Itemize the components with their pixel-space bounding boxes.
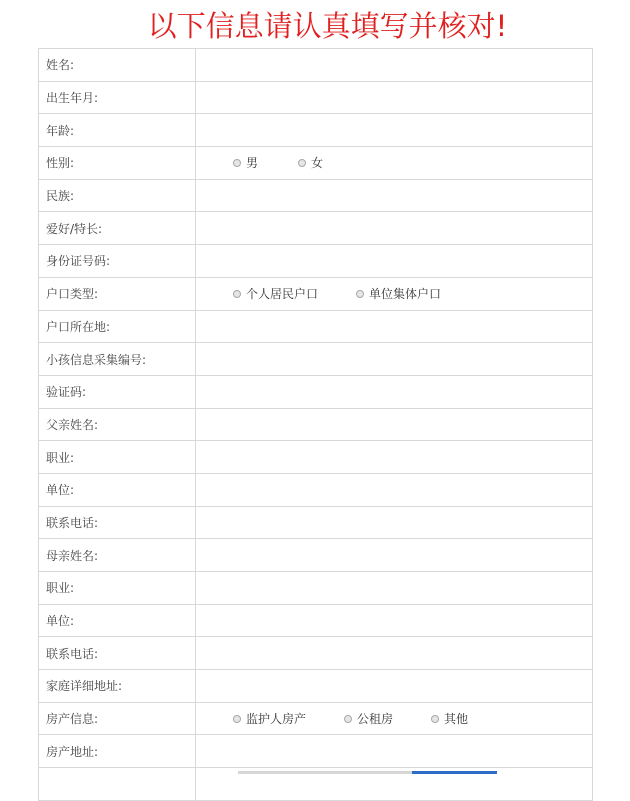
hukou-personal-label: 个人居民户口 bbox=[246, 287, 319, 302]
property-other-label: 其他 bbox=[444, 712, 469, 727]
label-age: 年龄: bbox=[39, 114, 196, 147]
mother-name-input[interactable] bbox=[196, 539, 592, 571]
page-title: 以下信息请认真填写并核对! bbox=[147, 9, 508, 43]
birth-date-input[interactable] bbox=[196, 82, 592, 114]
father-job-input[interactable] bbox=[196, 441, 592, 473]
row-mother-employer bbox=[39, 604, 593, 637]
property-radio-group bbox=[196, 710, 592, 727]
label-ethnicity: 民族: bbox=[39, 179, 196, 212]
father-phone-input[interactable] bbox=[196, 507, 592, 539]
gender-female-label: 女 bbox=[311, 156, 324, 171]
row-father-name bbox=[39, 408, 593, 441]
label-hukou-location: 户口所在地: bbox=[39, 310, 196, 343]
row-father-phone bbox=[39, 506, 593, 539]
radio-circle-icon[interactable] bbox=[298, 159, 306, 167]
label-hukou-type: 户口类型: bbox=[39, 277, 196, 310]
mother-job-input[interactable] bbox=[196, 572, 592, 604]
captcha-input[interactable] bbox=[196, 376, 592, 408]
row-ethnicity bbox=[39, 179, 593, 212]
radio-circle-icon[interactable] bbox=[233, 715, 241, 723]
label-father-employer: 单位: bbox=[39, 473, 196, 506]
hukou-collective-label: 单位集体户口 bbox=[369, 287, 442, 302]
label-captcha: 验证码: bbox=[39, 375, 196, 408]
label-father-phone: 联系电话: bbox=[39, 506, 196, 539]
name-input[interactable] bbox=[196, 49, 592, 81]
row-birth bbox=[39, 81, 593, 114]
row-home-address bbox=[39, 670, 593, 703]
label-mother-employer: 单位: bbox=[39, 604, 196, 637]
radio-circle-icon[interactable] bbox=[233, 290, 241, 298]
label-child-id: 小孩信息采集编号: bbox=[39, 343, 196, 376]
gender-female-radio[interactable] bbox=[298, 154, 323, 171]
child-id-input[interactable] bbox=[196, 343, 592, 375]
row-mother-name bbox=[39, 539, 593, 572]
bottom-button-partial[interactable] bbox=[238, 771, 412, 774]
father-name-input[interactable] bbox=[196, 409, 592, 441]
property-guardian-radio[interactable] bbox=[233, 710, 306, 727]
property-public-rental-label: 公租房 bbox=[357, 712, 394, 727]
label-mother-name: 母亲姓名: bbox=[39, 539, 196, 572]
property-address-input[interactable] bbox=[196, 735, 592, 767]
radio-circle-icon[interactable] bbox=[431, 715, 439, 723]
row-age bbox=[39, 114, 593, 147]
row-name bbox=[39, 49, 593, 82]
property-public-rental-radio[interactable] bbox=[344, 710, 393, 727]
row-hukou-location bbox=[39, 310, 593, 343]
label-home-address: 家庭详细地址: bbox=[39, 670, 196, 703]
radio-circle-icon[interactable] bbox=[356, 290, 364, 298]
age-input[interactable] bbox=[196, 114, 592, 146]
hukou-personal-radio[interactable] bbox=[233, 285, 318, 302]
label-hobby: 爱好/特长: bbox=[39, 212, 196, 245]
row-property-address bbox=[39, 735, 593, 768]
row-id-number bbox=[39, 245, 593, 278]
row-hobby bbox=[39, 212, 593, 245]
ethnicity-input[interactable] bbox=[196, 180, 592, 212]
row-gender bbox=[39, 147, 593, 180]
hukou-type-radio-group bbox=[196, 285, 592, 302]
mother-phone-input[interactable] bbox=[196, 637, 592, 669]
label-name: 姓名: bbox=[39, 49, 196, 82]
label-father-job: 职业: bbox=[39, 441, 196, 474]
home-address-input[interactable] bbox=[196, 670, 592, 702]
label-father-name: 父亲姓名: bbox=[39, 408, 196, 441]
hukou-collective-radio[interactable] bbox=[356, 285, 441, 302]
label-gender: 性别: bbox=[39, 147, 196, 180]
label-property-address: 房产地址: bbox=[39, 735, 196, 768]
id-number-input[interactable] bbox=[196, 245, 592, 277]
row-father-job bbox=[39, 441, 593, 474]
row-captcha bbox=[39, 375, 593, 408]
gender-male-label: 男 bbox=[246, 156, 259, 171]
bottom-submit-button-partial[interactable] bbox=[412, 771, 497, 774]
row-mother-phone bbox=[39, 637, 593, 670]
label-partial-row bbox=[39, 768, 196, 801]
hobby-input[interactable] bbox=[196, 212, 592, 244]
father-employer-input[interactable] bbox=[196, 474, 592, 506]
radio-circle-icon[interactable] bbox=[344, 715, 352, 723]
row-father-employer bbox=[39, 473, 593, 506]
property-other-radio[interactable] bbox=[431, 710, 468, 727]
label-property-info: 房产信息: bbox=[39, 702, 196, 735]
label-mother-phone: 联系电话: bbox=[39, 637, 196, 670]
gender-radio-group bbox=[196, 154, 592, 171]
label-birth: 出生年月: bbox=[39, 81, 196, 114]
row-hukou-type bbox=[39, 277, 593, 310]
row-mother-job bbox=[39, 572, 593, 605]
property-guardian-label: 监护人房产 bbox=[246, 712, 307, 727]
info-form-table bbox=[38, 48, 593, 801]
label-id-number: 身份证号码: bbox=[39, 245, 196, 278]
label-mother-job: 职业: bbox=[39, 572, 196, 605]
row-property-info bbox=[39, 702, 593, 735]
hukou-location-input[interactable] bbox=[196, 311, 592, 343]
radio-circle-icon[interactable] bbox=[233, 159, 241, 167]
mother-employer-input[interactable] bbox=[196, 605, 592, 637]
row-child-id bbox=[39, 343, 593, 376]
gender-male-radio[interactable] bbox=[233, 154, 258, 171]
